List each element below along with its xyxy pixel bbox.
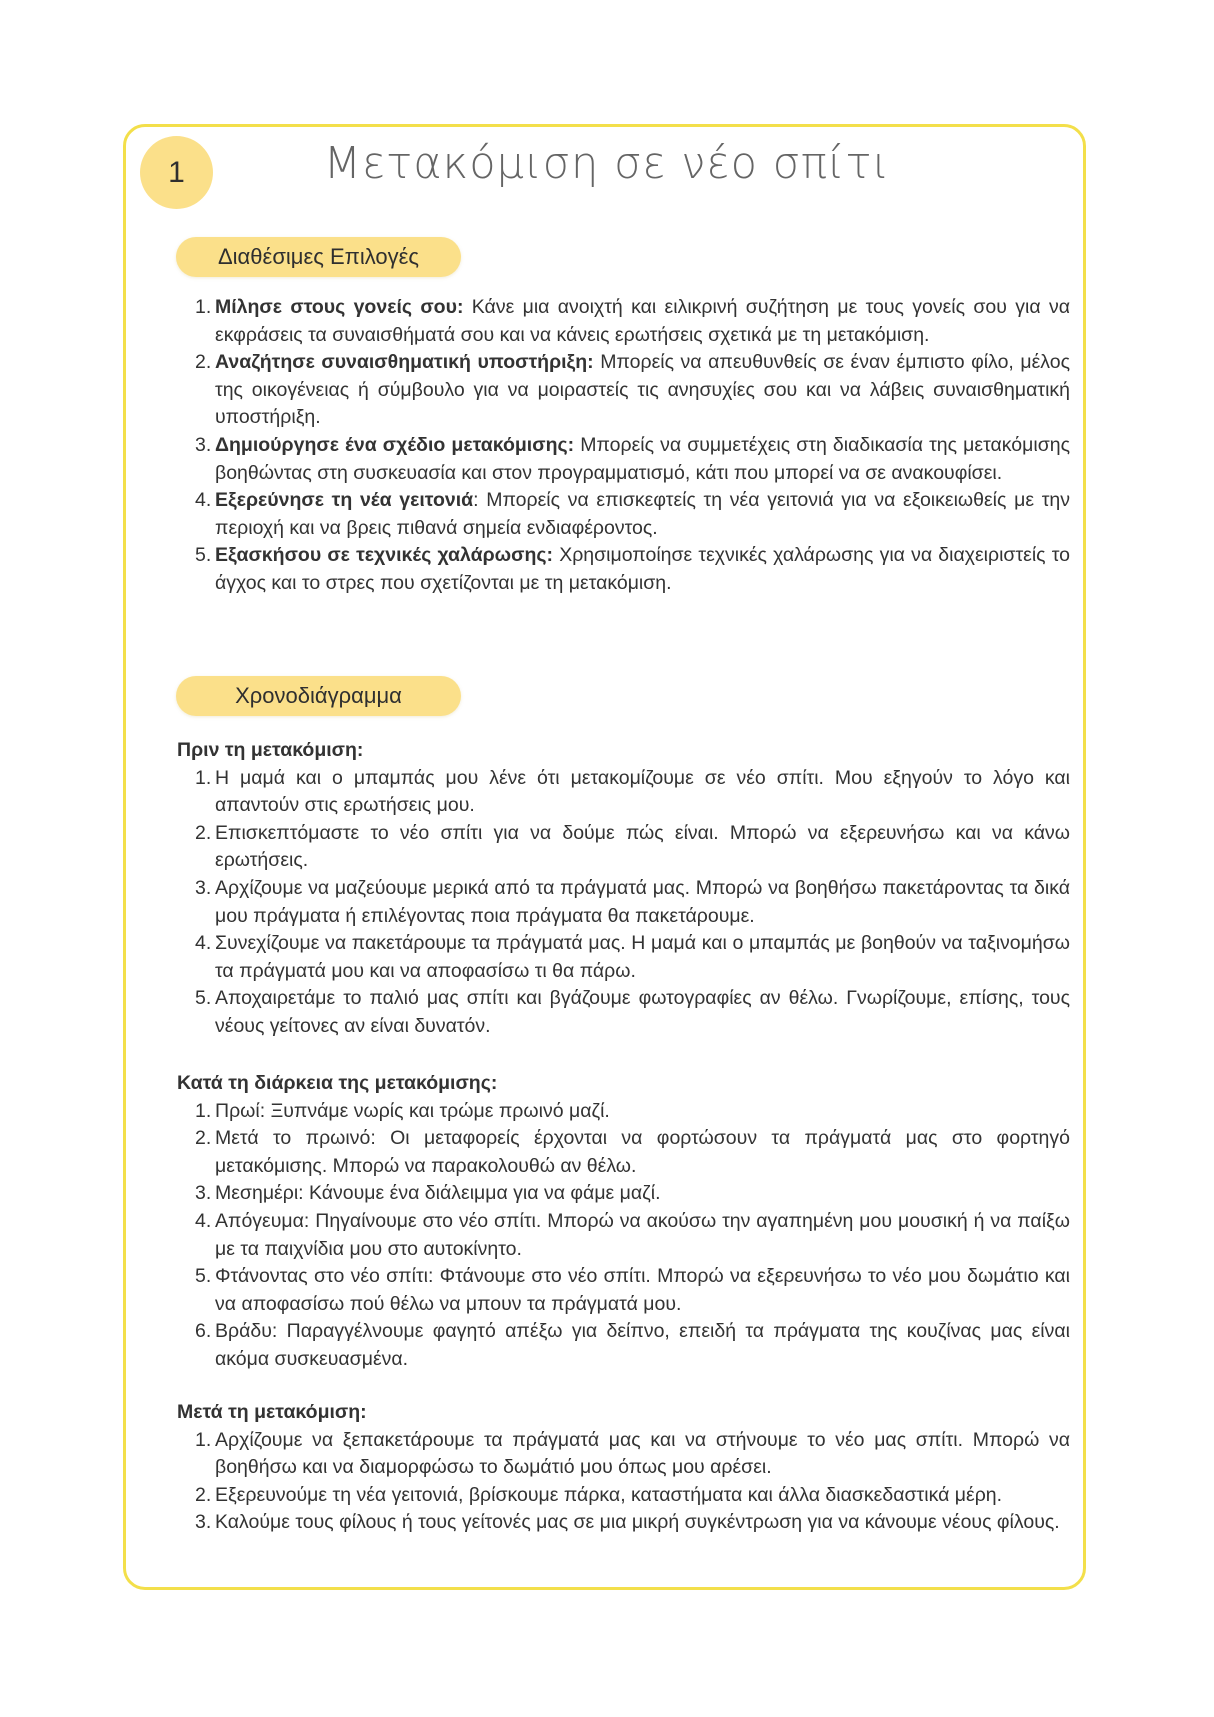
page-title-text: Μετακόμιση σε νέο σπίτι bbox=[323, 138, 891, 189]
item-text: Αποχαιρετάμε το παλιό μας σπίτι και βγάζουμε φωτογραφίες αν θέλω. Γνωρίζουμε, επίσης, τους νέους γείτονες αν είναι δυνατόν. bbox=[215, 987, 1070, 1037]
options-list bbox=[177, 294, 1070, 598]
page-title bbox=[12, 138, 1202, 189]
item-text: Συνεχίζουμε να πακετάρουμε τα πράγματά μας. Η μαμά και ο μπαμπάς με βοηθούν να ταξινομήσω τα πράγματά μου και να αποφασίσω τι θα πάρω. bbox=[215, 932, 1070, 982]
item-text: Μπορείς να απευθυνθείς σε έναν έμπιστο φίλο, μέλος της οικογένειας ή σύμβουλο για να μοιραστείς τις ανησυχίες σου και να λάβεις συναισθηματική υποστήριξη. bbox=[215, 351, 1071, 429]
list-item bbox=[177, 432, 1070, 487]
list-item bbox=[177, 1427, 1070, 1482]
item-number: 4. bbox=[195, 932, 212, 955]
item-text: Κάνε μια ανοιχτή και ειλικρινή συζήτηση με τους γονείς σου για να εκφράσεις τα συναισθήματά σου και να κάνεις ερωτήσεις σχετικά με τη μετακόμιση. bbox=[215, 296, 1070, 346]
item-number: 5. bbox=[195, 1265, 212, 1288]
timeline-label-text: Χρονοδιάγραμμα bbox=[235, 683, 402, 708]
options-section bbox=[177, 294, 1070, 598]
item-title: Αναζήτησε συναισθηματική υποστήριξη: bbox=[215, 351, 594, 374]
after-list bbox=[177, 1427, 1070, 1537]
item-number: 5. bbox=[195, 544, 212, 567]
list-item bbox=[177, 1482, 1070, 1510]
item-text: Εξερευνούμε τη νέα γειτονιά, βρίσκουμε πάρκα, καταστήματα και άλλα διασκεδαστικά μέρη. bbox=[215, 1483, 1003, 1506]
list-item bbox=[177, 1509, 1070, 1537]
list-item bbox=[177, 1208, 1070, 1263]
item-number: 3. bbox=[195, 876, 212, 899]
list-item bbox=[177, 820, 1070, 875]
list-item bbox=[177, 1098, 1070, 1126]
after-heading: Μετά τη μετακόμιση: bbox=[177, 1401, 367, 1423]
item-number: 2. bbox=[195, 1127, 212, 1150]
list-item bbox=[177, 765, 1070, 820]
item-number: 1. bbox=[195, 1428, 212, 1451]
item-number: 1. bbox=[195, 766, 212, 789]
item-text: Βράδυ: Παραγγέλνουμε φαγητό απέξω για δείπνο, επειδή τα πράγματα της κουζίνας μας είναι ακόμα συσκευασμένα. bbox=[215, 1320, 1070, 1370]
item-number: 2. bbox=[195, 821, 212, 844]
item-title: Εξερεύνησε τη νέα γειτονιά bbox=[215, 489, 474, 512]
item-text: Καλούμε τους φίλους ή τους γείτονές μας σε μια μικρή συγκέντρωση για να κάνουμε νέους φίλους. bbox=[215, 1511, 1060, 1534]
list-item bbox=[177, 985, 1070, 1040]
item-text: Μπορείς να συμμετέχεις στη διαδικασία της μετακόμισης βοηθώντας στη συσκευασία και στον προγραμματισμό, κάτι που μπορεί να σε ανακουφίσει. bbox=[215, 433, 1070, 484]
timeline-before-section bbox=[177, 737, 1070, 1041]
timeline-during-section bbox=[177, 1070, 1070, 1374]
timeline-section-label bbox=[176, 676, 461, 716]
options-label-text: Διαθέσιμες Επιλογές bbox=[217, 244, 420, 269]
item-text: Αρχίζουμε να ξεπακετάρουμε τα πράγματά μας και να στήνουμε το νέο μας σπίτι. Μπορώ να βοηθήσω και να διαμορφώσω το δωμάτιό μου όπως μου αρέσει. bbox=[215, 1428, 1070, 1479]
item-text: Αρχίζουμε να μαζεύουμε μερικά από τα πράγματά μας. Μπορώ να βοηθήσω πακετάροντας τα δικά μου πράγματα ή επιλέγοντας ποια πράγματα θα πακετάρουμε. bbox=[215, 876, 1070, 927]
item-text: : Μπορείς να επισκεφτείς τη νέα γειτονιά για να εξοικειωθείς με την περιοχή και να βρεις πιθανά σημεία ενδιαφέροντος. bbox=[215, 489, 1070, 539]
item-text: Απόγευμα: Πηγαίνουμε στο νέο σπίτι. Μπορώ να ακούσω την αγαπημένη μου μουσική ή να παίξω με τα παιχνίδια μου στο αυτοκίνητο. bbox=[215, 1209, 1070, 1260]
item-number: 2. bbox=[195, 1483, 212, 1506]
item-number: 3. bbox=[195, 433, 212, 456]
item-number: 1. bbox=[195, 1099, 212, 1122]
during-list bbox=[177, 1098, 1070, 1374]
item-title: Δημιούργησε ένα σχέδιο μετακόμισης: bbox=[215, 433, 575, 456]
list-item bbox=[177, 1318, 1070, 1373]
item-title: Μίλησε στους γονείς σου: bbox=[215, 296, 464, 318]
step-number: 1 bbox=[168, 155, 185, 189]
item-text: Πρωί: Ξυπνάμε νωρίς και τρώμε πρωινό μαζί. bbox=[215, 1099, 610, 1122]
list-item bbox=[177, 487, 1070, 542]
list-item bbox=[177, 542, 1070, 597]
options-section-label bbox=[176, 237, 461, 277]
item-text: Μεσημέρι: Κάνουμε ένα διάλειμμα για να φάμε μαζί. bbox=[215, 1182, 661, 1205]
item-title: Εξασκήσου σε τεχνικές χαλάρωσης: bbox=[215, 544, 554, 567]
before-heading: Πριν τη μετακόμιση: bbox=[177, 739, 364, 761]
list-item bbox=[177, 349, 1070, 432]
item-text: Η μαμά και ο μπαμπάς μου λένε ότι μετακομίζουμε σε νέο σπίτι. Μου εξηγούν το λόγο και απαντούν στις ερωτήσεις μου. bbox=[215, 766, 1070, 817]
list-item bbox=[177, 875, 1070, 930]
during-heading: Κατά τη διάρκεια της μετακόμισης: bbox=[177, 1072, 498, 1094]
item-text: Φτάνοντας στο νέο σπίτι: Φτάνουμε στο νέο σπίτι. Μπορώ να εξερευνήσω το νέο μου δωμάτιο και να αποφασίσω πού θέλω να μπουν τα πράγματά μου. bbox=[215, 1265, 1070, 1315]
list-item bbox=[177, 294, 1070, 349]
item-number: 2. bbox=[195, 351, 212, 374]
list-item bbox=[177, 930, 1070, 985]
item-text: Χρησιμοποίησε τεχνικές χαλάρωσης για να διαχειριστείς το άγχος και το στρες που σχετίζονται με τη μετακόμιση. bbox=[215, 544, 1071, 594]
item-number: 3. bbox=[195, 1511, 212, 1534]
item-number: 4. bbox=[195, 1209, 212, 1232]
item-number: 6. bbox=[195, 1320, 212, 1343]
item-text: Επισκεπτόμαστε το νέο σπίτι για να δούμε πώς είναι. Μπορώ να εξερευνήσω και να κάνω ερωτήσεις. bbox=[215, 821, 1070, 872]
item-number: 3. bbox=[195, 1182, 212, 1205]
list-item bbox=[177, 1263, 1070, 1318]
item-text: Μετά το πρωινό: Οι μεταφορείς έρχονται να φορτώσουν τα πράγματά μας στο φορτηγό μετακόμισης. Μπορώ να παρακολουθώ αν θέλω. bbox=[215, 1127, 1070, 1177]
list-item bbox=[177, 1180, 1070, 1208]
item-number: 5. bbox=[195, 987, 212, 1010]
item-number: 1. bbox=[195, 296, 212, 318]
before-list bbox=[177, 765, 1070, 1041]
timeline-after-section bbox=[177, 1399, 1070, 1537]
item-number: 4. bbox=[195, 489, 212, 512]
list-item bbox=[177, 1125, 1070, 1180]
